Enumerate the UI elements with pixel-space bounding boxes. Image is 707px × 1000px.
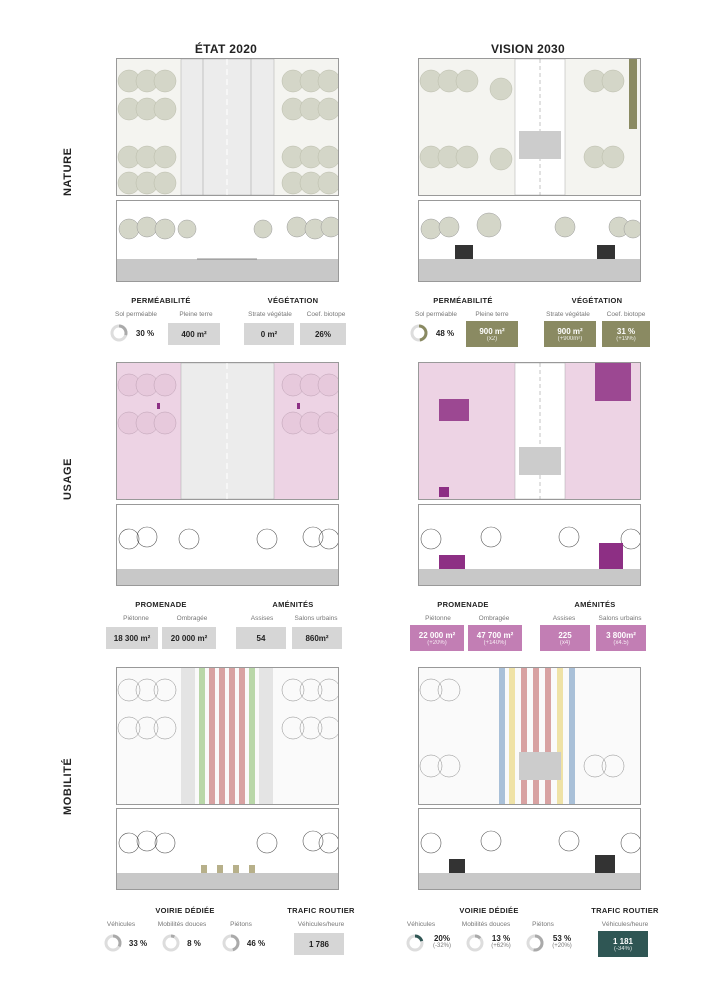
value-ombragee-2030: 47 700 m² — [476, 630, 514, 640]
donut-vehicules-2020 — [104, 934, 122, 952]
donut-pietons-2020 — [222, 934, 240, 952]
box-trafic-2020 — [294, 933, 344, 955]
stat-header-vegetation-2020: VÉGÉTATION — [267, 296, 319, 305]
label-ombragee-2030: Ombragée — [478, 615, 510, 622]
label-pietons-2030: Piétons — [532, 921, 554, 928]
donut-sol-permeable-2030 — [410, 324, 428, 342]
value-strate-vegetale-2030: 900 m² — [557, 326, 583, 336]
value-salons-2030: 3 800m² — [606, 630, 636, 640]
label-pietonne-2030: Piétonne — [425, 615, 451, 622]
label-salons-2030: Salons urbains — [598, 615, 642, 622]
stat-header-trafic-2030: TRAFIC ROUTIER — [591, 906, 659, 915]
value-pietonne-2030: 22 000 m² — [418, 630, 456, 640]
stat-header-amenites-2020: AMÉNITÉS — [272, 600, 314, 609]
label-sol-permeable-2020: Sol perméable — [115, 311, 157, 318]
title-etat-2020: ÉTAT 2020 — [194, 42, 258, 56]
stat-header-amenites-2030: AMÉNITÉS — [574, 600, 616, 609]
stat-header-vegetation-2030: VÉGÉTATION — [571, 296, 623, 305]
stat-header-voirie-2030: VOIRIE DÉDIÉE — [459, 906, 519, 915]
donut-vehicules-2030 — [406, 934, 424, 952]
label-strate-vegetale-2030: Strate végétale — [546, 311, 590, 318]
section-mobilite-2030 — [418, 808, 641, 890]
label-assises-2020: Assises — [250, 615, 274, 622]
label-pleine-terre-2020: Pleine terre — [179, 311, 213, 318]
sub-pietons-2030: (+20%) — [552, 943, 572, 949]
section-mobilite-2020 — [116, 808, 339, 890]
stat-header-promenade-2030: PROMENADE — [437, 600, 489, 609]
sub-coef-biotope-2030: (+19%) — [616, 335, 636, 342]
value-assises-2030: 225 — [558, 630, 572, 640]
value-pietonne-2020: 18 300 m² — [113, 633, 151, 643]
box-strate-vegetale-2020 — [244, 323, 294, 345]
section-usage-2020 — [116, 504, 339, 586]
box-assises-2020 — [236, 627, 286, 649]
sub-assises-2030: (x4) — [559, 639, 571, 646]
value-ombragee-2020: 20 000 m² — [170, 633, 208, 643]
section-nature-2030 — [418, 200, 641, 282]
value-sol-permeable-2030: 48 % — [435, 329, 455, 338]
row-label-mobilite: MOBILITÉ — [62, 757, 74, 815]
value-strate-vegetale-2020: 0 m² — [260, 329, 278, 339]
value-vehicules-2020: 33 % — [128, 939, 148, 948]
box-trafic-2030 — [598, 931, 648, 957]
stat-header-promenade-2020: PROMENADE — [135, 600, 187, 609]
value-coef-biotope-2020: 26% — [314, 329, 331, 339]
label-coef-biotope-2030: Coef. biotope — [606, 311, 646, 318]
row-label-nature: NATURE — [62, 147, 74, 196]
value-trafic-2020: 1 786 — [308, 939, 330, 949]
plan-usage-2020 — [116, 362, 339, 500]
box-assises-2030 — [540, 625, 590, 651]
label-salons-2020: Salons urbains — [294, 615, 338, 622]
value-coef-biotope-2030: 31 % — [616, 326, 636, 336]
box-salons-2020 — [292, 627, 342, 649]
section-nature-2020 — [116, 200, 339, 282]
label-vehicules-2030: Véhicules — [406, 921, 436, 928]
box-pietonne-2020 — [106, 627, 158, 649]
stat-header-trafic-2020: TRAFIC ROUTIER — [287, 906, 355, 915]
label-pleine-terre-2030: Pleine terre — [475, 311, 509, 318]
box-strate-vegetale-2030 — [544, 321, 596, 347]
value-mobilites-douces-2020: 8 % — [187, 939, 201, 948]
value-pietons-2020: 46 % — [246, 939, 266, 948]
value-vehicules-2030 — [424, 934, 460, 949]
value-pleine-terre-2030: 900 m² — [479, 326, 505, 336]
plan-nature-2030 — [418, 58, 641, 196]
sub-pleine-terre-2030: (x2) — [486, 335, 498, 342]
label-vehicules-heure-2020: Véhicules/heure — [297, 921, 345, 928]
value-pleine-terre-2020: 400 m² — [181, 329, 207, 339]
donut-mobilites-douces-2030 — [466, 934, 484, 952]
plan-nature-2020 — [116, 58, 339, 196]
box-coef-biotope-2030 — [602, 321, 650, 347]
box-pleine-terre-2030 — [466, 321, 518, 347]
box-pietonne-2030 — [410, 625, 464, 651]
donut-mobilites-douces-2020 — [162, 934, 180, 952]
donut-sol-permeable-2020 — [110, 324, 128, 342]
value-sol-permeable-2020: 30 % — [135, 329, 155, 338]
label-mobilites-douces-2020: Mobilités douces — [157, 921, 207, 928]
label-vehicules-2020: Véhicules — [106, 921, 136, 928]
label-vehicules-heure-2030: Véhicules/heure — [601, 921, 649, 928]
sub-pietonne-2030: (+20%) — [427, 639, 447, 646]
label-pietons-2020: Piétons — [230, 921, 252, 928]
plan-mobilite-2030 — [418, 667, 641, 805]
value-pietons-2030-main: 53 % — [552, 934, 572, 943]
plan-mobilite-2020 — [116, 667, 339, 805]
value-mobilites-douces-2030-main: 13 % — [491, 934, 511, 943]
value-mobilites-douces-2030 — [486, 934, 516, 949]
label-coef-biotope-2020: Coef. biotope — [306, 311, 346, 318]
label-mobilites-douces-2030: Mobilités douces — [461, 921, 511, 928]
sub-trafic-2030: (-34%) — [613, 945, 632, 952]
donut-pietons-2030 — [526, 934, 544, 952]
value-salons-2020: 860m² — [305, 633, 329, 643]
label-sol-permeable-2030: Sol perméable — [415, 311, 457, 318]
label-pietonne-2020: Piétonne — [123, 615, 149, 622]
label-assises-2030: Assises — [552, 615, 576, 622]
stat-header-voirie-2020: VOIRIE DÉDIÉE — [155, 906, 215, 915]
box-salons-2030 — [596, 625, 646, 651]
plan-usage-2030 — [418, 362, 641, 500]
value-trafic-2030: 1 181 — [612, 936, 634, 946]
section-usage-2030 — [418, 504, 641, 586]
stat-header-permeabilite-2020: PERMÉABILITÉ — [131, 296, 191, 305]
box-ombragee-2020 — [162, 627, 216, 649]
box-pleine-terre-2020 — [168, 323, 220, 345]
sub-mobilites-douces-2030: (+62%) — [491, 943, 511, 949]
box-ombragee-2030 — [468, 625, 522, 651]
stat-header-permeabilite-2030: PERMÉABILITÉ — [433, 296, 493, 305]
sub-vehicules-2030: (-32%) — [432, 943, 451, 949]
box-coef-biotope-2020 — [300, 323, 346, 345]
label-ombragee-2020: Ombragée — [176, 615, 208, 622]
value-pietons-2030 — [546, 934, 578, 949]
sub-strate-vegetale-2030: (+900m²) — [557, 335, 583, 342]
title-vision-2030: VISION 2030 — [490, 42, 565, 56]
value-assises-2020: 54 — [256, 633, 266, 643]
row-label-usage: USAGE — [62, 457, 74, 500]
sub-salons-2030: (x4.5) — [613, 639, 629, 646]
sub-ombragee-2030: (+140%) — [483, 639, 507, 646]
label-strate-vegetale-2020: Strate végétale — [248, 311, 292, 318]
value-vehicules-2030-main: 20% — [433, 934, 450, 943]
